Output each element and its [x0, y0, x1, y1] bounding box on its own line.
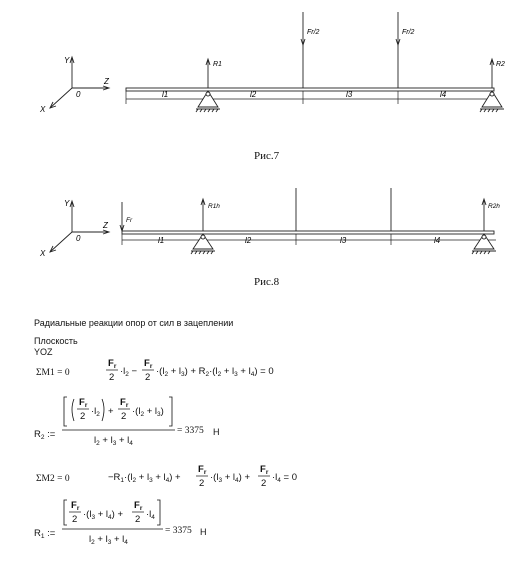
reaction-r2h-label: R2h [488, 203, 500, 210]
svg-text:l2 + l3 + l4: $l_2 + l_3 + l_4$ [89, 534, 128, 546]
span-l1: l1 [162, 90, 169, 99]
force-arrow-icon [120, 202, 124, 231]
span-l3: l3 [340, 236, 347, 245]
svg-text:·l4: $\cdot l_4$ [146, 509, 155, 521]
section-heading: Радиальные реакции опор от сил в зацеплении [34, 318, 234, 328]
plane-label: Плоскость [34, 336, 78, 346]
reaction-r1-arrow-icon [206, 59, 210, 88]
axes-icon [50, 201, 109, 252]
svg-text:+: + [108, 406, 114, 417]
svg-text:Fr: $F_r$ [134, 500, 143, 512]
svg-text:2: 2 [121, 411, 127, 422]
axis-z-label: Z [103, 221, 108, 230]
reaction-r1-label: R1 [213, 61, 222, 68]
svg-text:Fr: $F_r$ [79, 397, 88, 409]
axis-z-label: Z [104, 77, 109, 86]
svg-text:·l2 −: $\cdot l_2$ − [120, 366, 138, 378]
equation-sum-m2-label: ΣM2 = 0 [36, 474, 70, 484]
equation-r1 [34, 497, 174, 547]
svg-text:Fr: $F_r$ [260, 464, 269, 476]
svg-text:2: 2 [72, 514, 78, 525]
svg-text:2: 2 [135, 514, 141, 525]
force-right-arrow-icon [396, 12, 400, 88]
svg-text:·l2: $\cdot l_2$ [91, 406, 100, 418]
svg-text:R1 :=: $R_1$ := [34, 528, 56, 540]
svg-text:2: 2 [145, 372, 151, 383]
equation-r2 [34, 393, 184, 449]
equation-sum-m1 [105, 357, 305, 387]
span-l1: l1 [158, 236, 165, 245]
figure-7-caption: Рис.7 [254, 150, 280, 162]
svg-text:2: 2 [199, 478, 205, 489]
equation-sum-m1-label: ΣM1 = 0 [36, 368, 70, 378]
svg-text:Fr: $F_r$ [71, 500, 80, 512]
svg-text:−R1·(l2 + l3 + l4) +: $-R_1\cdot(l_2 + l_3 + l_4)$ + [108, 472, 181, 484]
svg-text:2: 2 [261, 478, 267, 489]
axis-y-label: Y [64, 56, 70, 65]
axis-x-label: X [40, 249, 46, 258]
reaction-r1h-label: R1h [208, 203, 220, 210]
r1-value: = 3375 [165, 526, 192, 536]
reaction-r2h-arrow-icon [482, 199, 486, 231]
svg-text:·(l3 + l4) +: $\cdot(l_3 + l_4)$ + [83, 509, 123, 521]
force-left-arrow-icon [301, 12, 305, 88]
svg-text:Fr: $F_r$ [120, 397, 129, 409]
r2-value: = 3375 [177, 426, 204, 436]
span-l3: l3 [346, 90, 353, 99]
axis-origin-label: 0 [76, 90, 81, 99]
force-label: Fr [126, 217, 133, 224]
force-right-label: Fr/2 [402, 29, 415, 36]
svg-text:·(l2 + l3): $\cdot(l_2 + l_3)$ [132, 406, 164, 418]
svg-text:·l4 = 0: $\cdot l_4 = 0$ [272, 472, 298, 484]
reaction-r2-label: R2 [496, 61, 505, 68]
svg-text:Fr: $F_r$ [198, 464, 207, 476]
figure-8-diagram [0, 180, 505, 260]
r1-unit: H [200, 527, 207, 537]
svg-text:·(l2 + l3) + R2·(l2 + l3 + l4): $\cdot(l_2 + l_3) + R_2\cdot(l_2 + l_3 + l_4) = 0$ [156, 366, 274, 378]
support-right-icon [480, 91, 504, 112]
support-right-icon [472, 234, 496, 254]
shaft [122, 231, 494, 234]
span-l4: l4 [440, 90, 447, 99]
figure-8-caption: Рис.8 [254, 276, 280, 288]
span-l2: l2 [245, 236, 252, 245]
r2-unit: H [213, 427, 220, 437]
span-l2: l2 [250, 90, 257, 99]
svg-text:Fr: $F_r$ [108, 358, 117, 370]
equation-sum-m2 [108, 463, 308, 493]
support-left-icon [196, 91, 220, 112]
axis-x-label: X [40, 105, 46, 114]
plane-name: YOZ [34, 347, 53, 357]
svg-text:·(l3 + l4) +: $\cdot(l_3 + l_4)$ + [210, 472, 250, 484]
axis-y-label: Y [64, 199, 70, 208]
svg-text:2: 2 [80, 411, 86, 422]
support-left-icon [191, 234, 215, 254]
axis-origin-label: 0 [76, 234, 81, 243]
svg-text:R2 :=: $R_2$ := [34, 429, 56, 441]
svg-text:l2 + l3 + l4: $l_2 + l_3 + l_4$ [94, 435, 133, 447]
shaft [126, 88, 494, 91]
force-left-label: Fr/2 [307, 29, 320, 36]
svg-text:Fr: $F_r$ [144, 358, 153, 370]
figure-7-diagram [0, 0, 505, 140]
reaction-r1h-arrow-icon [201, 199, 205, 231]
svg-text:2: 2 [109, 372, 115, 383]
reaction-r2-arrow-icon [490, 59, 494, 88]
axes-icon [50, 57, 109, 108]
span-l4: l4 [434, 236, 441, 245]
